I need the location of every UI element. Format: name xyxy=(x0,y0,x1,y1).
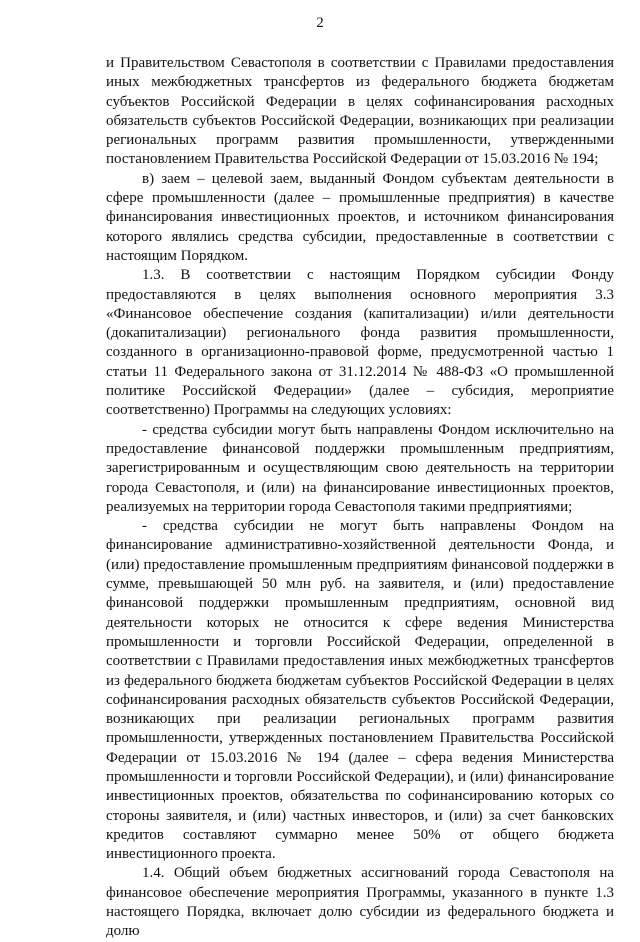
page-number: 2 xyxy=(316,15,324,31)
paragraph-condition-1: - средства субсидии могут быть направлены Фондом исключительно на предоставление финансовой поддержки промышленным предприятиям, зарегистрированным и осуществляющим свою деятельность на территории города Севастополя, и (или) на финансирование инвестиционных проектов, реализуемых на территории города Севастополя такими предприятиями; xyxy=(106,421,614,515)
paragraph-section-1-4: 1.4. Общий объем бюджетных ассигнований города Севастополя на финансовое обеспечение мероприятия Программы, указанного в пункте 1.3 настоящего Порядка, включает долю субсидии из федерального бюджета и долю xyxy=(106,865,614,940)
paragraph-continuation: и Правительством Севастополя в соответствии с Правилами предоставления иных межбюджетных трансфертов из федерального бюджета бюджетам субъектов Российской Федерации в целях софинансирования расходных обязательств субъектов Российской Федерации, возникающих при реализации региональных программ развития промышленности, утвержденными постановлением Правительства Российской Федерации от 15.03.2016 № 194; xyxy=(106,55,614,168)
paragraph-section-1-3: 1.3. В соответствии с настоящим Порядком субсидии Фонду предоставляются в целях выполнения основного мероприятия 3.3 «Финансовое обеспечение создания (капитализации) и/или деятельности (докапитализации) регионального фонда развития промышленности, созданного в организационно-правовой форме, предусмотренной частью 1 статьи 11 Федерального закона от 31.12.2014 № 488-ФЗ «О промышленной политике Российской Федерации» (далее – субсидия, мероприятие соответственно) Программы на следующих условиях: xyxy=(106,267,614,419)
paragraph-condition-2: - средства субсидии не могут быть направлены Фондом на финансирование административно-хозяйственной деятельности Фонда, и (или) предоставление промышленным предприятиям финансовой поддержки в сумме, превышающей 50 млн руб. на заявителя, и (или) предоставление финансовой поддержки промышленным предприятиям, основной вид деятельности которых не относится к сфере ведения Министерства промышленности и торговли Российской Федерации, определенной в соответствии с Правилами предоставления иных межбюджетных трансфертов из федерального бюджета бюджетам субъектов Российской Федерации в целях софинансирования расходных обязательств субъектов Российской Федерации, возникающих при реализации региональных программ развития промышленности, утвержденных постановлением Правительства Российской Федерации от 15.03.2016 № 194 (далее – сфера ведения Министерства промышленности и торговли Российской Федерации), и (или) финансирование инвестиционных проектов, обязательства по софинансированию которых со стороны заявителя, и (или) частных инвесторов, и (или) за счет банковских кредитов составляют суммарно менее 50% от общего бюджета инвестиционного проекта. xyxy=(106,518,614,863)
paragraph-item-v: в) заем – целевой заем, выданный Фондом субъектам деятельности в сфере промышленности (далее – промышленные предприятия) в качестве финансирования инвестиционных проектов, и источником финансирования которого являлись средства субсидии, предоставленные в соответствии с настоящим Порядком. xyxy=(106,170,614,264)
document-body xyxy=(106,54,614,942)
